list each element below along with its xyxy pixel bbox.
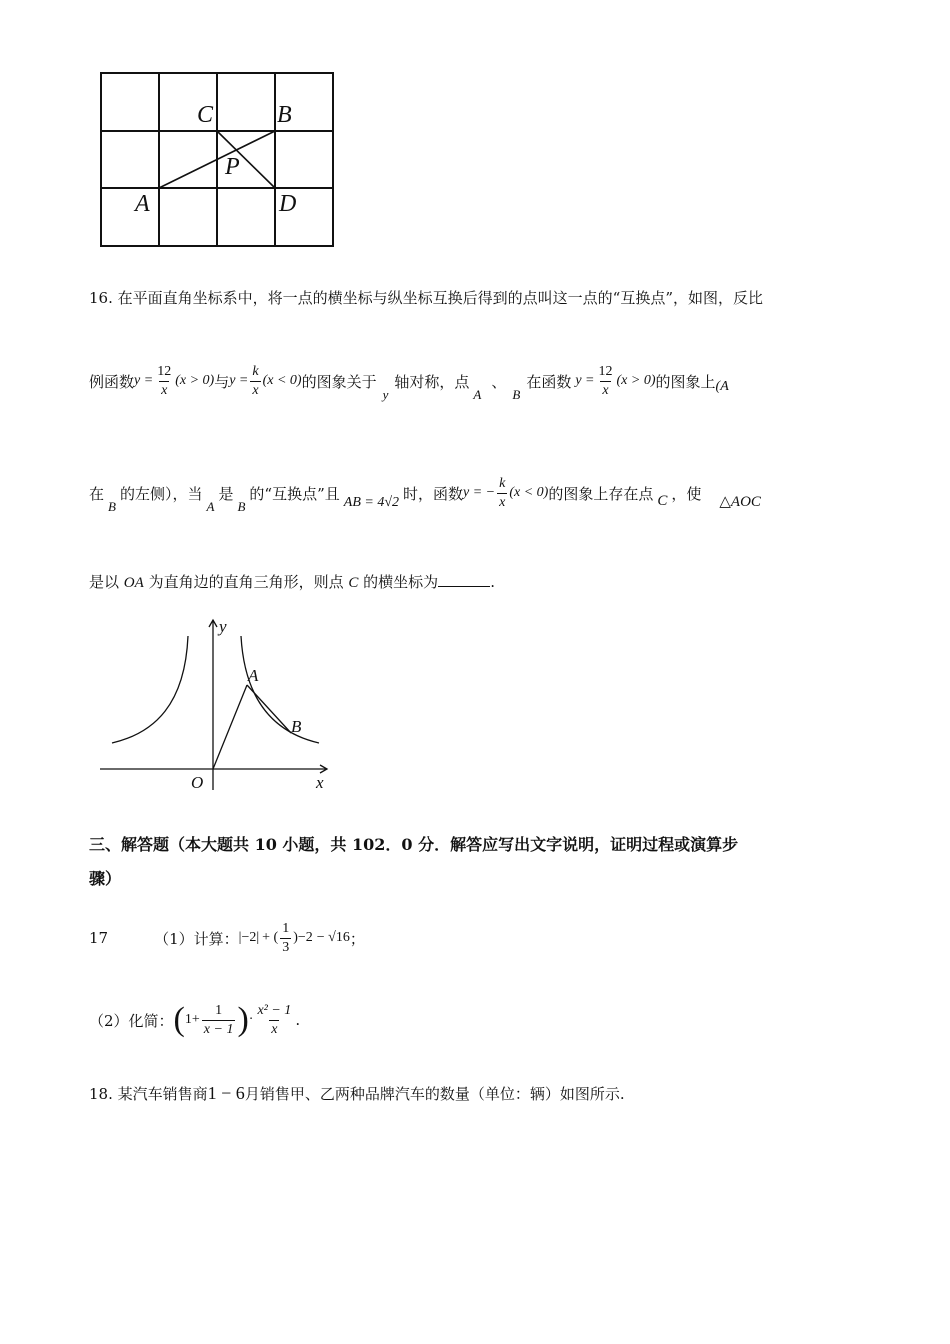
point-b-label: B (291, 717, 302, 736)
q16-l3-when: 时，函数 (403, 484, 464, 503)
q16-l3-is: 是 (218, 484, 234, 503)
section-3-line1: 三、解答题（本大题共 10 小题，共 102．0 分．解答应写出文字说明，证明过程或演算步 (89, 835, 739, 854)
q17-exp: )−2 (293, 930, 313, 945)
eq4-cond: (x < 0) (509, 485, 549, 500)
q17-dot: · (248, 1012, 254, 1027)
eq3-num: 12 (598, 363, 613, 379)
q16-line2 (89, 358, 729, 404)
q17-end1: ； (349, 929, 365, 948)
eq2-num: k (252, 363, 259, 379)
q18-suffix: 月销售甲、乙两种品牌汽车的数量（单位：辆）如图所示. (244, 1085, 625, 1103)
grid-figure (95, 66, 345, 256)
q16-line3 (89, 470, 761, 516)
q16-sep: 、 (491, 372, 507, 391)
q17-part1-label: （1）计算： (154, 929, 239, 948)
eq3-fraction (597, 365, 615, 398)
q18-number: 18. (89, 1085, 113, 1103)
q17-part1 (89, 916, 365, 960)
q16-line4 (89, 571, 495, 592)
q17-number: 17 (89, 929, 109, 947)
section-3-line2: 骤） (89, 869, 122, 888)
q16-l4-oa: OA (123, 575, 144, 591)
q17-abs: |−2| (238, 930, 260, 945)
q17-end2: . (295, 1011, 301, 1029)
q17-sqrt: − √16 (316, 930, 350, 945)
q16-point-a: A (473, 387, 482, 402)
q16-l4-mid: 为直角边的直角三角形，则点 (148, 573, 344, 591)
origin-label: O (191, 773, 204, 792)
point-a-label: A (248, 666, 259, 685)
q18-prefix: 某汽车销售商 (117, 1085, 208, 1103)
eq3-den: x (602, 382, 609, 398)
eq1-num: 12 (157, 363, 172, 379)
eq4-den: x (499, 494, 506, 510)
q17-one: 1+ (184, 1012, 200, 1027)
eq4-num: k (499, 475, 506, 491)
eq2-den: x (252, 382, 259, 398)
q17-fraction (280, 922, 291, 955)
q16-l3-ab: AB = 4√2 (343, 495, 399, 510)
q16-l3-left: 的左侧 (119, 484, 165, 503)
x-label: x (316, 773, 324, 792)
eq4-fraction (497, 477, 507, 510)
q16-l4-prefix: 是以 (89, 573, 120, 591)
y-label: y (219, 617, 227, 636)
q16-line1-text: 在平面直角坐标系中，将一点的横坐标与纵坐标互换后得到的点叫这一点的“互换点”，如图，反比 (117, 289, 763, 307)
graph-figure (95, 612, 345, 792)
answer-blank (438, 572, 490, 587)
eq3-lhs: y = (575, 373, 595, 388)
q16-l2-prefix: 例函数 (89, 372, 135, 391)
q17-fraction2 (202, 1004, 236, 1037)
q16-l3-b: B (108, 499, 116, 514)
eq1-cond: (x > 0) (175, 373, 215, 388)
q16-symm: 的图象关于 (301, 372, 377, 391)
q16-l4-end: . (490, 573, 495, 591)
q16-l3-exists: 的图象上存在点 (548, 484, 654, 503)
q16-point-b: B (512, 387, 521, 402)
eq2-fraction (250, 365, 260, 398)
segment-ab-graph (247, 685, 291, 733)
label-b: B (277, 102, 292, 128)
q17-close-paren: ) (237, 1001, 249, 1038)
right-branch (241, 636, 319, 743)
q17-num2: 1 (215, 1002, 223, 1018)
q16-l3-b2: B (237, 499, 246, 514)
eq3-cond: (x > 0) (616, 373, 656, 388)
q17-part2 (89, 994, 300, 1046)
q16-l3-swap: 的“互换点”且 (249, 484, 340, 503)
q18-line (89, 1083, 625, 1104)
q17-fraction3 (255, 1004, 293, 1037)
segment-oa (213, 685, 247, 769)
section-3-header (89, 828, 738, 896)
label-c: C (197, 102, 214, 128)
q17-plus: + ( (262, 930, 279, 945)
label-a: A (135, 191, 150, 217)
q16-l3-a: A (206, 499, 215, 514)
eq4-lhs: y = − (463, 485, 496, 500)
q16-paren-a: (A (715, 379, 729, 394)
q16-l4-c: C (348, 575, 359, 591)
q16-l3-close: ），当 (164, 484, 203, 503)
q17-den: 3 (282, 939, 290, 955)
eq1-den: x (161, 382, 168, 398)
eq2-lhs: y = (229, 373, 249, 388)
q16-l3-c: C (657, 492, 668, 509)
label-p: P (225, 154, 240, 180)
q17-part2-label: （2）化简： (89, 1011, 174, 1030)
q16-l4-suffix: 的横坐标为 (363, 573, 439, 591)
q17-open-paren: ( (173, 1001, 185, 1038)
eq2-cond: (x < 0) (262, 373, 302, 388)
q16-line1 (89, 287, 763, 308)
q16-in: 在函数 (526, 372, 572, 391)
q16-l3-triangle: △AOC (719, 493, 761, 510)
q17-den2: x − 1 (203, 1021, 234, 1037)
q16-y: y (382, 387, 389, 402)
q16-l3-make: ，使 (671, 484, 702, 503)
q16-on: 的图象上 (655, 372, 716, 391)
q16-axis: 轴对称，点 (394, 372, 470, 391)
q17-num3: x² − 1 (257, 1002, 292, 1018)
q16-l3-in: 在 (89, 484, 105, 503)
q17-den3: x (271, 1021, 278, 1037)
eq1-fraction (155, 365, 173, 398)
q16-number: 16. (89, 289, 113, 307)
q16-and: 与 (214, 372, 230, 391)
q18-range: 1 − 6 (207, 1083, 245, 1103)
label-d: D (279, 191, 297, 217)
eq1-lhs: y = (134, 373, 154, 388)
left-branch (112, 636, 188, 743)
q17-num: 1 (282, 920, 290, 936)
